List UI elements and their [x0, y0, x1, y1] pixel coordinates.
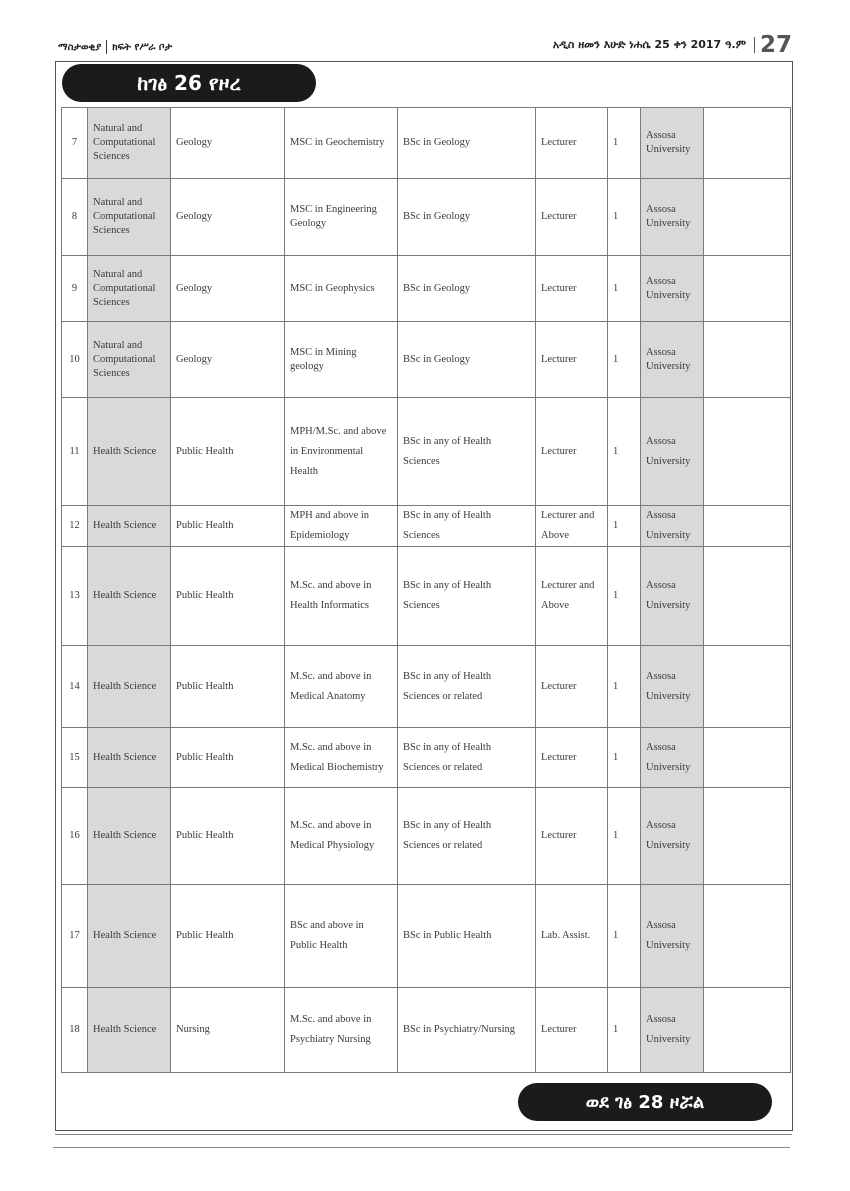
department-cell: Geology: [171, 108, 285, 179]
college-cell: Health Science: [88, 885, 171, 988]
qualification-cell: MSC in Engineering Geology: [285, 179, 398, 256]
row-number: 10: [62, 322, 88, 398]
table-row: [62, 322, 791, 398]
vacancy-count-cell: 1: [608, 646, 641, 728]
vacancy-count-cell: 1: [608, 728, 641, 788]
row-number: 17: [62, 885, 88, 988]
page-header-right: [553, 34, 792, 56]
department-cell: Geology: [171, 256, 285, 322]
row-number: 13: [62, 547, 88, 646]
undergrad-cell: BSc in any of Health Sciences: [398, 506, 536, 547]
university-cell: Assosa University: [641, 547, 704, 646]
table-row: [62, 885, 791, 988]
row-number: 9: [62, 256, 88, 322]
college-cell: Natural and Computational Sciences: [88, 179, 171, 256]
college-cell: Natural and Computational Sciences: [88, 108, 171, 179]
table-row: [62, 179, 791, 256]
college-cell: Health Science: [88, 988, 171, 1073]
qualification-cell: M.Sc. and above in Medical Biochemistry: [285, 728, 398, 788]
row-number: 12: [62, 506, 88, 547]
undergrad-cell: BSc in any of Health Sciences or related: [398, 728, 536, 788]
undergrad-cell: BSc in Psychiatry/Nursing: [398, 988, 536, 1073]
rank-cell: Lecturer: [536, 179, 608, 256]
table-row: [62, 506, 791, 547]
empty-cell: [704, 728, 791, 788]
empty-cell: [704, 506, 791, 547]
table-row: [62, 988, 791, 1073]
undergrad-cell: BSc in any of Health Sciences: [398, 398, 536, 506]
rank-cell: Lecturer and Above: [536, 547, 608, 646]
vacancy-count-cell: 1: [608, 256, 641, 322]
college-cell: Health Science: [88, 728, 171, 788]
university-cell: Assosa University: [641, 988, 704, 1073]
table-row: [62, 646, 791, 728]
footer-rule: [53, 1147, 790, 1148]
empty-cell: [704, 256, 791, 322]
row-number: 7: [62, 108, 88, 179]
page-number: 27: [759, 32, 792, 58]
undergrad-cell: BSc in Geology: [398, 322, 536, 398]
university-cell: Assosa University: [641, 322, 704, 398]
rank-cell: Lecturer: [536, 788, 608, 885]
header-divider: [106, 40, 107, 54]
department-cell: Geology: [171, 322, 285, 398]
college-cell: Health Science: [88, 506, 171, 547]
undergrad-cell: BSc in any of Health Sciences or related: [398, 788, 536, 885]
vacancy-count-cell: 1: [608, 506, 641, 547]
department-cell: Geology: [171, 179, 285, 256]
qualification-cell: MSC in Geophysics: [285, 256, 398, 322]
university-cell: Assosa University: [641, 885, 704, 988]
empty-cell: [704, 885, 791, 988]
undergrad-cell: BSc in Geology: [398, 108, 536, 179]
rank-cell: Lecturer: [536, 646, 608, 728]
department-cell: Public Health: [171, 506, 285, 547]
vacancy-count-cell: 1: [608, 322, 641, 398]
university-cell: Assosa University: [641, 506, 704, 547]
table-row: [62, 398, 791, 506]
empty-cell: [704, 108, 791, 179]
college-cell: Natural and Computational Sciences: [88, 322, 171, 398]
table-row: [62, 788, 791, 885]
table-row: [62, 256, 791, 322]
rank-cell: Lecturer: [536, 728, 608, 788]
rank-cell: Lecturer: [536, 108, 608, 179]
section-header: [58, 40, 172, 54]
qualification-cell: MPH/M.Sc. and above in Environmental Health: [285, 398, 398, 506]
university-cell: Assosa University: [641, 256, 704, 322]
vacancy-count-cell: 1: [608, 885, 641, 988]
undergrad-cell: BSc in Geology: [398, 256, 536, 322]
department-cell: Public Health: [171, 646, 285, 728]
empty-cell: [704, 179, 791, 256]
empty-cell: [704, 988, 791, 1073]
rank-cell: Lecturer: [536, 398, 608, 506]
table-row: [62, 728, 791, 788]
college-cell: Natural and Computational Sciences: [88, 256, 171, 322]
row-number: 14: [62, 646, 88, 728]
section-label: ማስታወቂያ: [58, 41, 102, 53]
footer-rule: [55, 1134, 792, 1135]
qualification-cell: M.Sc. and above in Health Informatics: [285, 547, 398, 646]
job-table: [61, 107, 791, 1073]
qualification-cell: M.Sc. and above in Medical Physiology: [285, 788, 398, 885]
university-cell: Assosa University: [641, 179, 704, 256]
dateline: አዲስ ዘመን እሁድ ነሐሴ 25 ቀን 2017 ዓ.ም: [552, 38, 746, 51]
university-cell: Assosa University: [641, 728, 704, 788]
page-number-divider: [754, 37, 755, 53]
department-cell: Public Health: [171, 547, 285, 646]
department-cell: Public Health: [171, 788, 285, 885]
row-number: 8: [62, 179, 88, 256]
vacancy-count-cell: 1: [608, 179, 641, 256]
empty-cell: [704, 398, 791, 506]
continued-to-banner: ወደ ገፅ 28 ዞሯል: [518, 1083, 772, 1121]
college-cell: Health Science: [88, 646, 171, 728]
table-row: [62, 547, 791, 646]
vacancy-count-cell: 1: [608, 988, 641, 1073]
empty-cell: [704, 788, 791, 885]
qualification-cell: MPH and above in Epidemiology: [285, 506, 398, 547]
undergrad-cell: BSc in any of Health Sciences or related: [398, 646, 536, 728]
row-number: 15: [62, 728, 88, 788]
rank-cell: Lecturer: [536, 988, 608, 1073]
rank-cell: Lecturer and Above: [536, 506, 608, 547]
university-cell: Assosa University: [641, 398, 704, 506]
vacancy-count-cell: 1: [608, 788, 641, 885]
department-cell: Public Health: [171, 398, 285, 506]
row-number: 16: [62, 788, 88, 885]
college-cell: Health Science: [88, 547, 171, 646]
department-cell: Public Health: [171, 885, 285, 988]
empty-cell: [704, 547, 791, 646]
qualification-cell: M.Sc. and above in Psychiatry Nursing: [285, 988, 398, 1073]
rank-cell: Lecturer: [536, 322, 608, 398]
rank-cell: Lab. Assist.: [536, 885, 608, 988]
empty-cell: [704, 646, 791, 728]
university-cell: Assosa University: [641, 788, 704, 885]
undergrad-cell: BSc in Geology: [398, 179, 536, 256]
row-number: 11: [62, 398, 88, 506]
department-cell: Nursing: [171, 988, 285, 1073]
vacancy-count-cell: 1: [608, 547, 641, 646]
vacancy-count-cell: 1: [608, 398, 641, 506]
table-row: [62, 108, 791, 179]
qualification-cell: MSC in Mining geology: [285, 322, 398, 398]
continued-from-banner: ከገፅ 26 የዞረ: [62, 64, 316, 102]
college-cell: Health Science: [88, 398, 171, 506]
qualification-cell: M.Sc. and above in Medical Anatomy: [285, 646, 398, 728]
department-cell: Public Health: [171, 728, 285, 788]
rank-cell: Lecturer: [536, 256, 608, 322]
university-cell: Assosa University: [641, 108, 704, 179]
undergrad-cell: BSc in Public Health: [398, 885, 536, 988]
row-number: 18: [62, 988, 88, 1073]
qualification-cell: BSc and above in Public Health: [285, 885, 398, 988]
qualification-cell: MSC in Geochemistry: [285, 108, 398, 179]
vacancy-count-cell: 1: [608, 108, 641, 179]
empty-cell: [704, 322, 791, 398]
undergrad-cell: BSc in any of Health Sciences: [398, 547, 536, 646]
university-cell: Assosa University: [641, 646, 704, 728]
college-cell: Health Science: [88, 788, 171, 885]
subsection-label: ክፍት የሥራ ቦታ: [112, 41, 173, 53]
